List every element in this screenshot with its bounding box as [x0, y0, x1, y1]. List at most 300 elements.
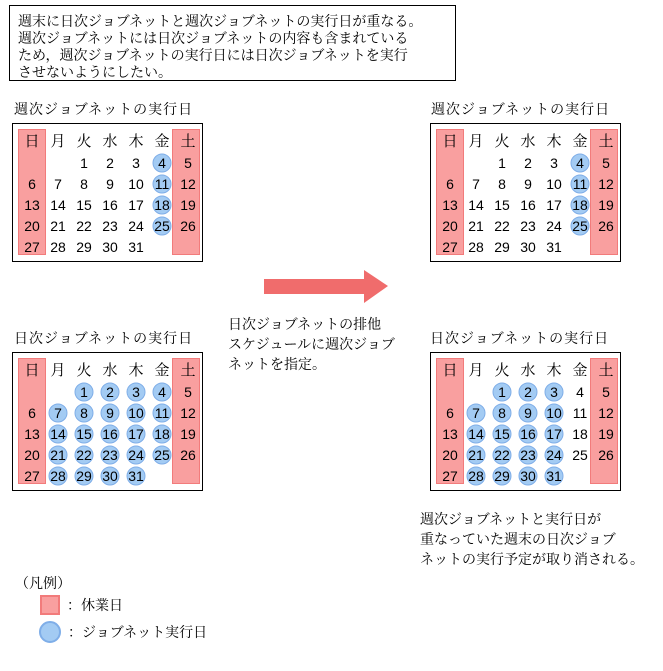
calendar-day-cell	[489, 152, 515, 173]
calendar-day-cell	[97, 215, 123, 236]
day-number: 21	[468, 217, 484, 234]
calendar-day-cell	[71, 423, 97, 444]
calendar-day-cell	[437, 173, 463, 194]
calendar-header-cell: 木	[546, 132, 562, 150]
calendar-header-cell: 土	[180, 132, 196, 150]
result-note	[420, 509, 644, 569]
day-number: 8	[498, 404, 506, 421]
calendar-day-cell	[149, 465, 175, 486]
day-number: 26	[598, 446, 614, 463]
day-number: 1	[80, 154, 88, 171]
day-number: 8	[80, 175, 88, 192]
day-number: 4	[576, 154, 584, 171]
calendar-day-cell	[437, 381, 463, 402]
day-number: 14	[50, 196, 66, 213]
calendar-day-cell	[489, 173, 515, 194]
day-number: 7	[54, 175, 62, 192]
day-number: 23	[520, 446, 536, 463]
day-number: 3	[550, 383, 558, 400]
day-number: 30	[520, 238, 536, 255]
day-number: 28	[50, 238, 66, 255]
calendar-header-cell: 火	[494, 361, 510, 379]
calendar-day-cell	[123, 444, 149, 465]
calendar-day-cell	[71, 465, 97, 486]
right-arrow-icon	[264, 270, 388, 303]
day-number: 25	[572, 217, 588, 234]
day-number: 19	[598, 196, 614, 213]
day-number: 10	[128, 404, 144, 421]
day-number: 23	[520, 217, 536, 234]
day-number: 26	[180, 446, 196, 463]
day-number: 6	[28, 175, 36, 192]
day-number: 15	[76, 196, 92, 213]
calendar-day-cell	[123, 402, 149, 423]
calendar-day-cell	[593, 381, 619, 402]
day-number: 9	[524, 404, 532, 421]
day-number: 16	[520, 425, 536, 442]
day-number: 30	[520, 467, 536, 484]
day-number: 27	[24, 238, 40, 255]
intro-line: ため，週次ジョブネットの実行日には日次ジョブネットを実行	[18, 47, 408, 63]
calendar-day-cell	[489, 444, 515, 465]
calendar-day-cell	[71, 173, 97, 194]
day-number: 14	[468, 196, 484, 213]
calendar-day-cell	[567, 215, 593, 236]
calendar-header-cell: 水	[102, 361, 118, 379]
calendar-day-cell	[463, 381, 489, 402]
calendar-header-cell: 月	[468, 132, 484, 150]
calendar-day-cell	[489, 215, 515, 236]
calendar-day-cell	[97, 444, 123, 465]
day-number: 7	[54, 404, 62, 421]
calendar-day-cell	[97, 381, 123, 402]
calendar-day-cell	[123, 236, 149, 257]
calendar-day-cell	[593, 465, 619, 486]
calendar-day-cell	[149, 444, 175, 465]
calendar-day-cell	[149, 236, 175, 257]
day-number: 16	[102, 425, 118, 442]
calendar-day-cell	[175, 381, 201, 402]
calendar-day-cell	[541, 152, 567, 173]
calendar-day-cell	[175, 423, 201, 444]
calendar-day-cell	[19, 402, 45, 423]
day-number: 19	[180, 196, 196, 213]
calendar-header-cell: 火	[494, 132, 510, 150]
calendar-day-cell	[97, 465, 123, 486]
calendar-header-cell: 火	[76, 361, 92, 379]
calendar-day-cell	[437, 152, 463, 173]
day-number: 23	[102, 446, 118, 463]
calendar-day-cell	[541, 444, 567, 465]
calendar-day-cell	[437, 215, 463, 236]
day-number: 20	[442, 446, 458, 463]
day-number: 26	[598, 217, 614, 234]
day-number: 1	[80, 383, 88, 400]
calendar-day-cell	[463, 423, 489, 444]
calendar-day-cell	[149, 215, 175, 236]
day-number: 16	[520, 196, 536, 213]
calendar-day-cell	[567, 465, 593, 486]
calendar-day-cell	[97, 152, 123, 173]
calendar-day-cell	[175, 444, 201, 465]
intro-line: 週次ジョブネットには日次ジョブネットの内容も含まれている	[18, 30, 409, 46]
calendar-day-cell	[19, 465, 45, 486]
calendar-day-cell	[71, 444, 97, 465]
calendar-day-cell	[515, 215, 541, 236]
day-number: 20	[24, 446, 40, 463]
calendar-day-cell	[489, 465, 515, 486]
calendar-day-cell	[19, 215, 45, 236]
day-number: 9	[524, 175, 532, 192]
day-number: 5	[184, 154, 192, 171]
calendar-header-cell: 金	[154, 361, 170, 379]
day-number: 24	[128, 217, 144, 234]
calendar-day-cell	[463, 152, 489, 173]
day-number: 6	[28, 404, 36, 421]
day-number: 22	[494, 217, 510, 234]
day-number: 8	[498, 175, 506, 192]
calendar-day-cell	[149, 194, 175, 215]
day-number: 6	[446, 404, 454, 421]
calendar-day-cell	[463, 465, 489, 486]
day-number: 7	[472, 175, 480, 192]
calendar-day-cell	[567, 444, 593, 465]
calendar-header-cell: 日	[24, 132, 40, 150]
calendar-day-cell	[175, 215, 201, 236]
calendar-day-cell	[463, 236, 489, 257]
calendar-day-cell	[71, 152, 97, 173]
calendar-day-cell	[593, 152, 619, 173]
calendar-day-cell	[149, 423, 175, 444]
day-number: 10	[128, 175, 144, 192]
calendar-header-cell: 木	[128, 361, 144, 379]
calendar-title-daily-after: 日次ジョブネットの実行日	[430, 330, 610, 346]
calendar-daily-before	[12, 352, 203, 491]
calendar-day-cell	[593, 215, 619, 236]
day-number: 21	[468, 446, 484, 463]
calendar-day-cell	[19, 236, 45, 257]
calendar-day-cell	[71, 215, 97, 236]
day-number: 15	[494, 425, 510, 442]
day-number: 12	[180, 404, 196, 421]
calendar-day-cell	[515, 194, 541, 215]
calendar-header-cell: 火	[76, 132, 92, 150]
day-number: 5	[184, 383, 192, 400]
calendar-day-cell	[45, 381, 71, 402]
calendar-day-cell	[593, 236, 619, 257]
legend-item-holiday	[40, 595, 123, 615]
calendar-day-cell	[71, 402, 97, 423]
calendar-day-cell	[149, 402, 175, 423]
calendar-day-cell	[437, 236, 463, 257]
calendar-day-cell	[437, 423, 463, 444]
day-number: 9	[106, 175, 114, 192]
calendar-day-cell	[463, 173, 489, 194]
calendar-day-cell	[19, 194, 45, 215]
calendar-day-cell	[97, 236, 123, 257]
day-number: 31	[546, 467, 562, 484]
day-number: 11	[572, 404, 588, 421]
day-number: 27	[24, 467, 40, 484]
calendar-day-cell	[593, 444, 619, 465]
day-number: 15	[76, 425, 92, 442]
day-number: 12	[180, 175, 196, 192]
day-number: 24	[546, 446, 562, 463]
calendar-day-cell	[123, 423, 149, 444]
calendar-day-cell	[541, 402, 567, 423]
day-number: 11	[572, 175, 588, 192]
day-number: 18	[572, 196, 588, 213]
day-number: 24	[128, 446, 144, 463]
intro-line: させないようにしたい。	[18, 64, 172, 80]
calendar-day-cell	[45, 194, 71, 215]
day-number: 12	[598, 175, 614, 192]
calendar-day-cell	[97, 194, 123, 215]
calendar-day-cell	[541, 194, 567, 215]
day-number: 4	[576, 383, 584, 400]
middle-note-line: 日次ジョブネットの排他	[228, 316, 382, 332]
legend-label-holiday: ：休業日	[67, 597, 123, 613]
calendar-day-cell	[489, 423, 515, 444]
day-number: 25	[572, 446, 588, 463]
calendar-day-cell	[567, 194, 593, 215]
day-number: 3	[550, 154, 558, 171]
day-number: 9	[106, 404, 114, 421]
calendar-day-cell	[149, 381, 175, 402]
day-number: 15	[494, 196, 510, 213]
calendar-day-cell	[149, 173, 175, 194]
calendar-title-daily-before: 日次ジョブネットの実行日	[14, 330, 194, 346]
calendar-day-cell	[19, 423, 45, 444]
day-number: 29	[76, 467, 92, 484]
day-number: 11	[154, 404, 170, 421]
calendar-day-cell	[19, 381, 45, 402]
calendar-day-cell	[541, 236, 567, 257]
calendar-day-cell	[175, 465, 201, 486]
calendar-day-cell	[489, 236, 515, 257]
calendar-day-cell	[515, 444, 541, 465]
day-number: 2	[106, 154, 114, 171]
calendar-day-cell	[123, 465, 149, 486]
day-number: 1	[498, 383, 506, 400]
day-number: 24	[546, 217, 562, 234]
middle-note-line: ネットを指定。	[228, 356, 326, 372]
day-number: 20	[442, 217, 458, 234]
calendar-day-cell	[437, 194, 463, 215]
day-number: 14	[50, 425, 66, 442]
calendar-grid	[437, 130, 619, 257]
result-note-line: ネットの実行予定が取り消される。	[420, 551, 644, 567]
calendar-day-cell	[541, 423, 567, 444]
day-number: 22	[76, 217, 92, 234]
calendar-day-cell	[463, 402, 489, 423]
calendar-header-cell: 金	[154, 132, 170, 150]
day-number: 29	[494, 467, 510, 484]
calendar-daily-after	[430, 352, 621, 491]
calendar-day-cell	[175, 152, 201, 173]
day-number: 13	[442, 425, 458, 442]
calendar-day-cell	[45, 402, 71, 423]
legend-label-run-day: ：ジョブネット実行日	[68, 624, 208, 640]
calendar-day-cell	[567, 381, 593, 402]
day-number: 12	[598, 404, 614, 421]
calendar-header-cell: 金	[572, 132, 588, 150]
calendar-day-cell	[515, 152, 541, 173]
result-note-line: 重なっていた週末の日次ジョブ	[420, 531, 616, 547]
run-day-swatch	[39, 621, 61, 643]
calendar-weekly-before	[12, 123, 203, 262]
calendar-day-cell	[567, 402, 593, 423]
calendar-header-cell: 金	[572, 361, 588, 379]
day-number: 18	[154, 196, 170, 213]
day-number: 3	[132, 383, 140, 400]
calendar-day-cell	[45, 465, 71, 486]
day-number: 25	[154, 446, 170, 463]
calendar-day-cell	[175, 236, 201, 257]
day-number: 28	[468, 467, 484, 484]
day-number: 1	[498, 154, 506, 171]
calendar-day-cell	[567, 152, 593, 173]
day-number: 2	[106, 383, 114, 400]
calendar-day-cell	[45, 423, 71, 444]
day-number: 17	[128, 196, 144, 213]
calendar-day-cell	[123, 173, 149, 194]
calendar-day-cell	[45, 215, 71, 236]
calendar-day-cell	[175, 402, 201, 423]
calendar-title-weekly-before: 週次ジョブネットの実行日	[14, 101, 194, 117]
day-number: 19	[598, 425, 614, 442]
middle-note-line: スケジュールに週次ジョブ	[228, 336, 395, 352]
legend-item-run-day	[39, 621, 207, 643]
calendar-day-cell	[437, 444, 463, 465]
calendar-header-cell: 木	[128, 132, 144, 150]
day-number: 29	[76, 238, 92, 255]
day-number: 4	[158, 154, 166, 171]
day-number: 13	[24, 425, 40, 442]
calendar-day-cell	[515, 465, 541, 486]
calendar-day-cell	[123, 381, 149, 402]
day-number: 16	[102, 196, 118, 213]
calendar-day-cell	[567, 173, 593, 194]
calendar-header-cell: 水	[102, 132, 118, 150]
day-number: 30	[102, 238, 118, 255]
calendar-day-cell	[489, 402, 515, 423]
calendar-day-cell	[45, 152, 71, 173]
result-note-line: 週次ジョブネットと実行日が	[420, 511, 602, 527]
day-number: 3	[132, 154, 140, 171]
calendar-day-cell	[515, 423, 541, 444]
calendar-grid	[19, 359, 201, 486]
day-number: 29	[494, 238, 510, 255]
calendar-day-cell	[463, 215, 489, 236]
day-number: 27	[442, 467, 458, 484]
day-number: 28	[468, 238, 484, 255]
day-number: 7	[472, 404, 480, 421]
calendar-day-cell	[45, 236, 71, 257]
day-number: 22	[76, 446, 92, 463]
middle-note	[228, 314, 395, 374]
day-number: 28	[50, 467, 66, 484]
day-number: 19	[180, 425, 196, 442]
calendar-day-cell	[175, 173, 201, 194]
calendar-day-cell	[489, 194, 515, 215]
day-number: 31	[546, 238, 562, 255]
calendar-day-cell	[593, 402, 619, 423]
day-number: 11	[154, 175, 170, 192]
holiday-swatch	[40, 595, 60, 615]
calendar-header-cell: 日	[442, 132, 458, 150]
day-number: 18	[154, 425, 170, 442]
calendar-day-cell	[593, 194, 619, 215]
day-number: 10	[546, 175, 562, 192]
day-number: 6	[446, 175, 454, 192]
calendar-day-cell	[45, 173, 71, 194]
day-number: 23	[102, 217, 118, 234]
calendar-day-cell	[97, 173, 123, 194]
day-number: 14	[468, 425, 484, 442]
legend-title: （凡例）	[15, 575, 71, 591]
day-number: 21	[50, 217, 66, 234]
calendar-day-cell	[123, 215, 149, 236]
calendar-header-cell: 月	[468, 361, 484, 379]
day-number: 2	[524, 154, 532, 171]
calendar-day-cell	[463, 194, 489, 215]
calendar-day-cell	[437, 465, 463, 486]
calendar-day-cell	[593, 173, 619, 194]
intro-text-box	[9, 5, 456, 81]
day-number: 17	[546, 196, 562, 213]
calendar-header-cell: 月	[50, 361, 66, 379]
day-number: 13	[442, 196, 458, 213]
calendar-header-cell: 木	[546, 361, 562, 379]
calendar-day-cell	[463, 444, 489, 465]
calendar-grid	[19, 130, 201, 257]
calendar-day-cell	[541, 465, 567, 486]
calendar-header-cell: 土	[180, 361, 196, 379]
calendar-day-cell	[541, 215, 567, 236]
day-number: 5	[602, 383, 610, 400]
calendar-header-cell: 日	[24, 361, 40, 379]
calendar-day-cell	[567, 236, 593, 257]
calendar-day-cell	[515, 173, 541, 194]
day-number: 31	[128, 238, 144, 255]
calendar-day-cell	[71, 194, 97, 215]
day-number: 26	[180, 217, 196, 234]
calendar-day-cell	[541, 173, 567, 194]
day-number: 25	[154, 217, 170, 234]
day-number: 18	[572, 425, 588, 442]
day-number: 10	[546, 404, 562, 421]
calendar-day-cell	[593, 423, 619, 444]
day-number: 20	[24, 217, 40, 234]
day-number: 22	[494, 446, 510, 463]
day-number: 30	[102, 467, 118, 484]
intro-line: 週末に日次ジョブネットと週次ジョブネットの実行日が重なる。	[18, 13, 423, 29]
calendar-day-cell	[123, 152, 149, 173]
calendar-day-cell	[97, 423, 123, 444]
calendar-day-cell	[97, 402, 123, 423]
calendar-title-weekly-after: 週次ジョブネットの実行日	[431, 101, 611, 117]
calendar-day-cell	[45, 444, 71, 465]
calendar-day-cell	[123, 194, 149, 215]
calendar-day-cell	[71, 381, 97, 402]
calendar-day-cell	[515, 381, 541, 402]
calendar-day-cell	[515, 236, 541, 257]
calendar-day-cell	[489, 381, 515, 402]
day-number: 2	[524, 383, 532, 400]
day-number: 5	[602, 154, 610, 171]
calendar-header-cell: 土	[598, 361, 614, 379]
